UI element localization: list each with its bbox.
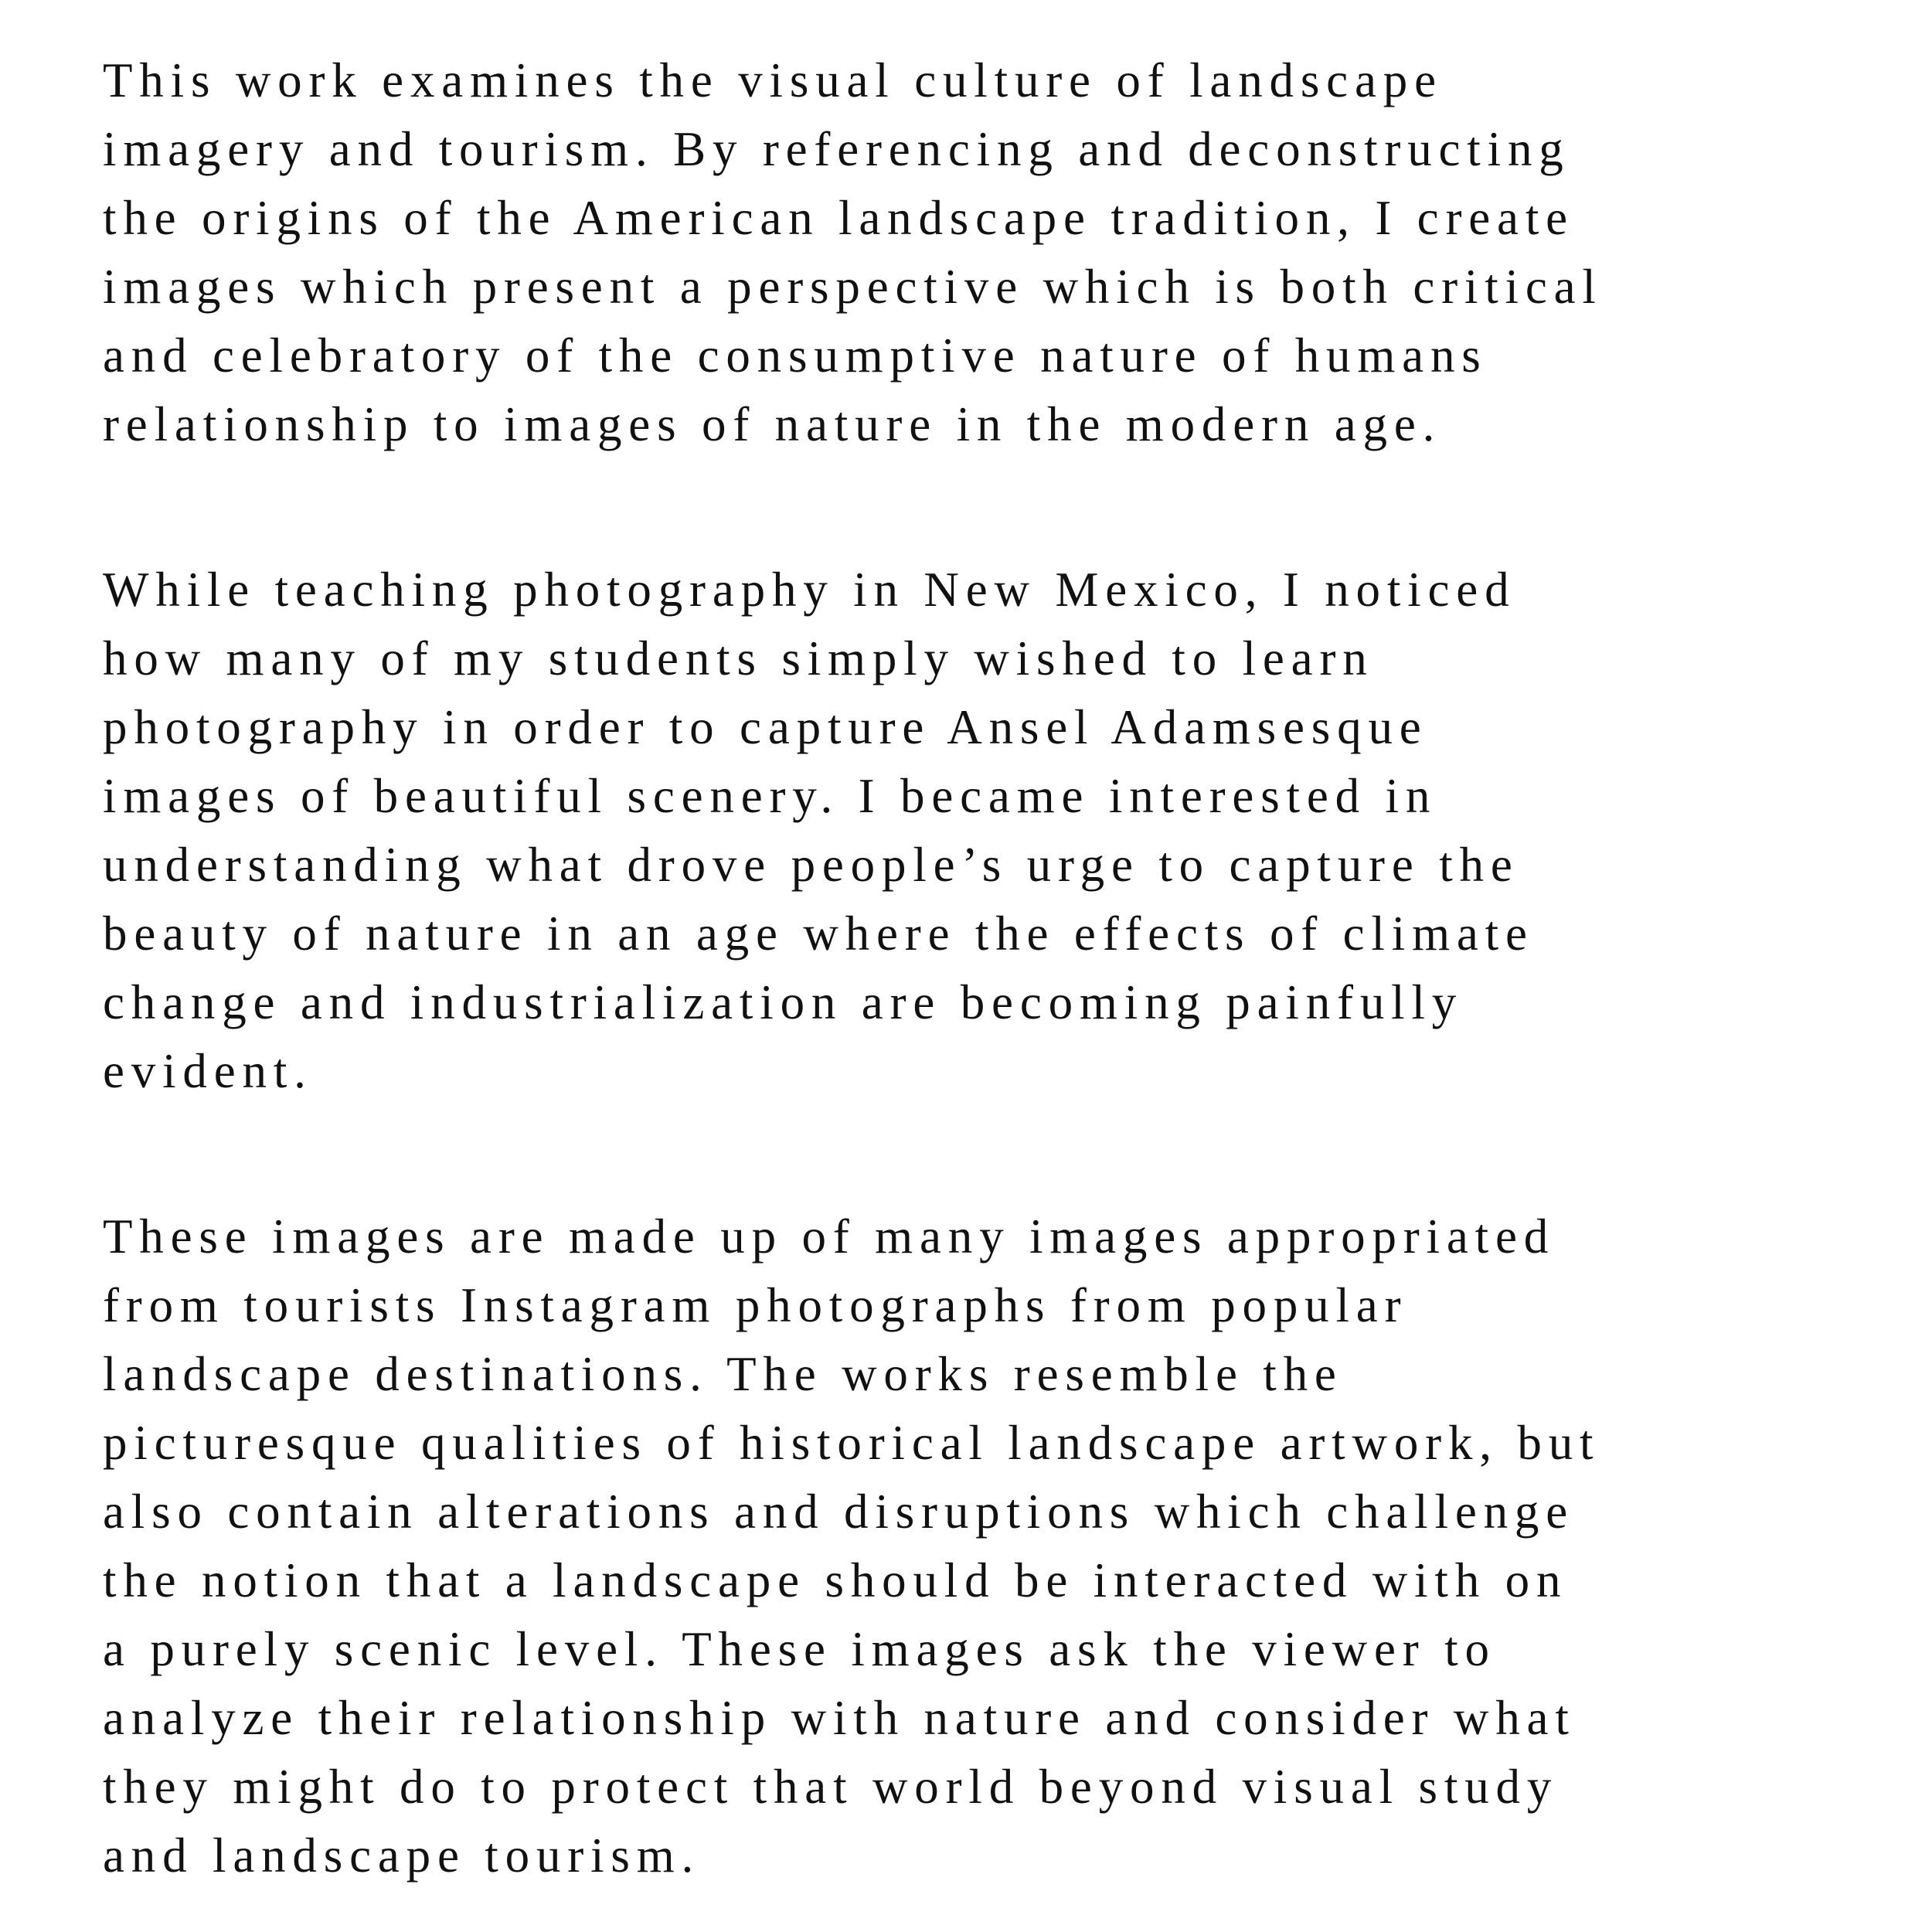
- text-line: evident.: [103, 1044, 313, 1098]
- text-line: a purely scenic level. These images ask the viewer to: [103, 1622, 1496, 1676]
- text-line: While teaching photography in New Mexico, I noticed: [103, 563, 1516, 617]
- paragraph-3: [103, 1202, 1903, 1890]
- text-line: and landscape tourism.: [103, 1828, 701, 1883]
- text-line: This work examines the visual culture of landscape: [103, 53, 1443, 107]
- text-line: the notion that a landscape should be interacted with on: [103, 1553, 1568, 1607]
- text-line: picturesque qualities of historical landscape artwork, but: [103, 1416, 1600, 1470]
- paragraph-2: [103, 556, 1903, 1106]
- text-line: beauty of nature in an age where the effects of climate: [103, 906, 1534, 961]
- text-line: images which present a perspective which is both critical: [103, 260, 1603, 314]
- text-line: they might do to protect that world beyond visual study: [103, 1760, 1559, 1814]
- artist-statement: [103, 46, 1903, 1890]
- text-line: images of beautiful scenery. I became interested in: [103, 769, 1437, 823]
- text-line: from tourists Instagram photographs from popular: [103, 1278, 1408, 1332]
- text-line: the origins of the American landscape tradition, I create: [103, 191, 1574, 245]
- text-line: imagery and tourism. By referencing and deconstructing: [103, 122, 1570, 176]
- text-line: and celebratory of the consumptive nature of humans: [103, 328, 1488, 383]
- text-line: how many of my students simply wished to learn: [103, 631, 1374, 685]
- text-line: relationship to images of nature in the modern age.: [103, 397, 1442, 451]
- text-line: analyze their relationship with nature and consider what: [103, 1691, 1576, 1745]
- text-line: also contain alterations and disruptions which challenge: [103, 1485, 1575, 1539]
- text-line: landscape destinations. The works resemble the: [103, 1347, 1343, 1401]
- text-line: photography in order to capture Ansel Adamsesque: [103, 700, 1428, 754]
- paragraph-1: [103, 46, 1903, 459]
- text-line: change and industrialization are becoming painfully: [103, 975, 1464, 1029]
- text-line: These images are made up of many images appropriated: [103, 1209, 1556, 1264]
- text-line: understanding what drove people’s urge to capture the: [103, 838, 1519, 892]
